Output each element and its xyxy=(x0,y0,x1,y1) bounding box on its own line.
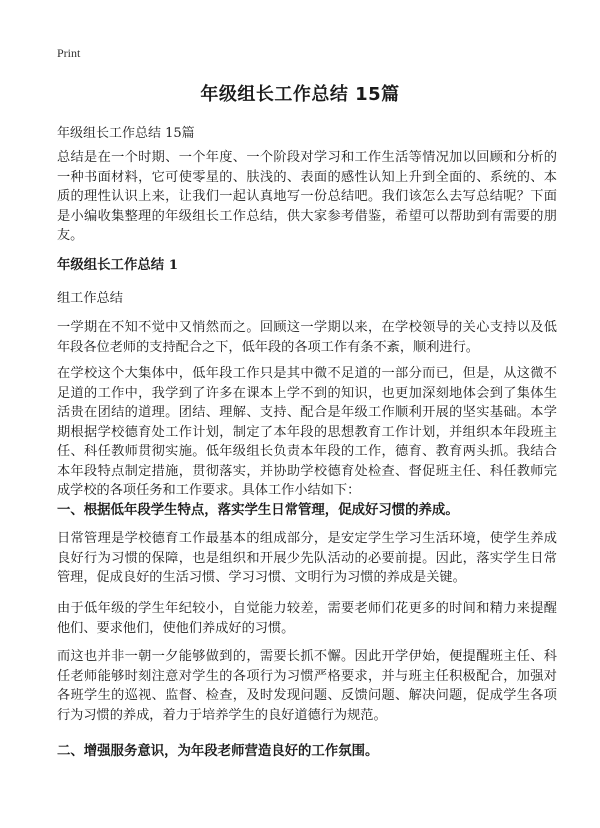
section-heading-2: 一、根据低年段学生特点，落实学生日常管理，促成好习惯的养成。 xyxy=(57,502,459,518)
intro-paragraph: 总结是在一个时期、一个年度、一个阶段对学习和工作生活等情况加以回顾和分析的一种书面材料，它可使零星的、肤浅的、表面的感性认知上升到全面的、系统的、本质的理性认识上来，让我们一起认真地写一份总结吧。我们该怎么去写总结呢？下面是小编收集整理的年级组长工作总结，供大家参考借鉴，希望可以帮助到有需要的朋友。 xyxy=(57,150,557,243)
page-title: 年级组长工作总结 15篇 xyxy=(200,84,400,105)
paragraph-3: 日常管理是学校德育工作最基本的组成部分，是安定学生学习生活环境，使学生养成良好行为习惯的保障，也是组织和开展少先队活动的必要前提。因此，落实学生日常管理，促成良好的生活习惯、学习习惯、文明行为习惯的养成是关键。 xyxy=(57,531,557,585)
paragraph-1: 一学期在不知不觉中又悄然而之。回顾这一学期以来，在学校领导的关心支持以及低年段各位老师的支持配合之下，低年段的各项工作有条不紊，顺利进行。 xyxy=(57,320,557,355)
section-heading-3: 二、增强服务意识，为年段老师营造良好的工作氛围。 xyxy=(57,743,379,759)
paragraph-5: 而这也并非一朝一夕能够做到的，需要长抓不懈。因此开学伊始，便提醒班主任、科任老师能够时刻注意对学生的各项行为习惯严格要求，并与班主任积极配合，加强对各班学生的巡视、监督、检查，及时发现问题、反馈问题、解决问题，促成学生各项行为习惯的养成，着力于培养学生的良好道德行为规范。 xyxy=(57,649,557,723)
paragraph-4: 由于低年级的学生年纪较小，自觉能力较差，需要老师们花更多的时间和精力来提醒他们、要求他们，使他们养成好的习惯。 xyxy=(57,601,557,636)
subtitle: 年级组长工作总结 15篇 xyxy=(57,126,195,141)
print-label: Print xyxy=(57,46,81,60)
paragraph-2: 在学校这个大集体中，低年段工作只是其中微不足道的一部分而已，但是，从这微不足道的工作中，我学到了许多在课本上学不到的知识，也更加深刻地体会到了集体生活贵在团结的道理。团结、理解、支持、配合是年级工作顺利开展的坚实基础。本学期根据学校德育处工作计划，制定了本年段的思想教育工作计划，并组织本年段班主任、科任教师贯彻实施。低年级组长负责本年段的工作，德育、教育两头抓。我结合本年段特点制定措施，贯彻落实，并协助学校德育处检查、督促班主任、科任教师完成学校的各项任务和工作要求。具体工作小结如下： xyxy=(57,366,557,498)
section-heading-1: 年级组长工作总结 1 xyxy=(57,257,179,273)
section-subheading: 组工作总结 xyxy=(57,291,123,306)
